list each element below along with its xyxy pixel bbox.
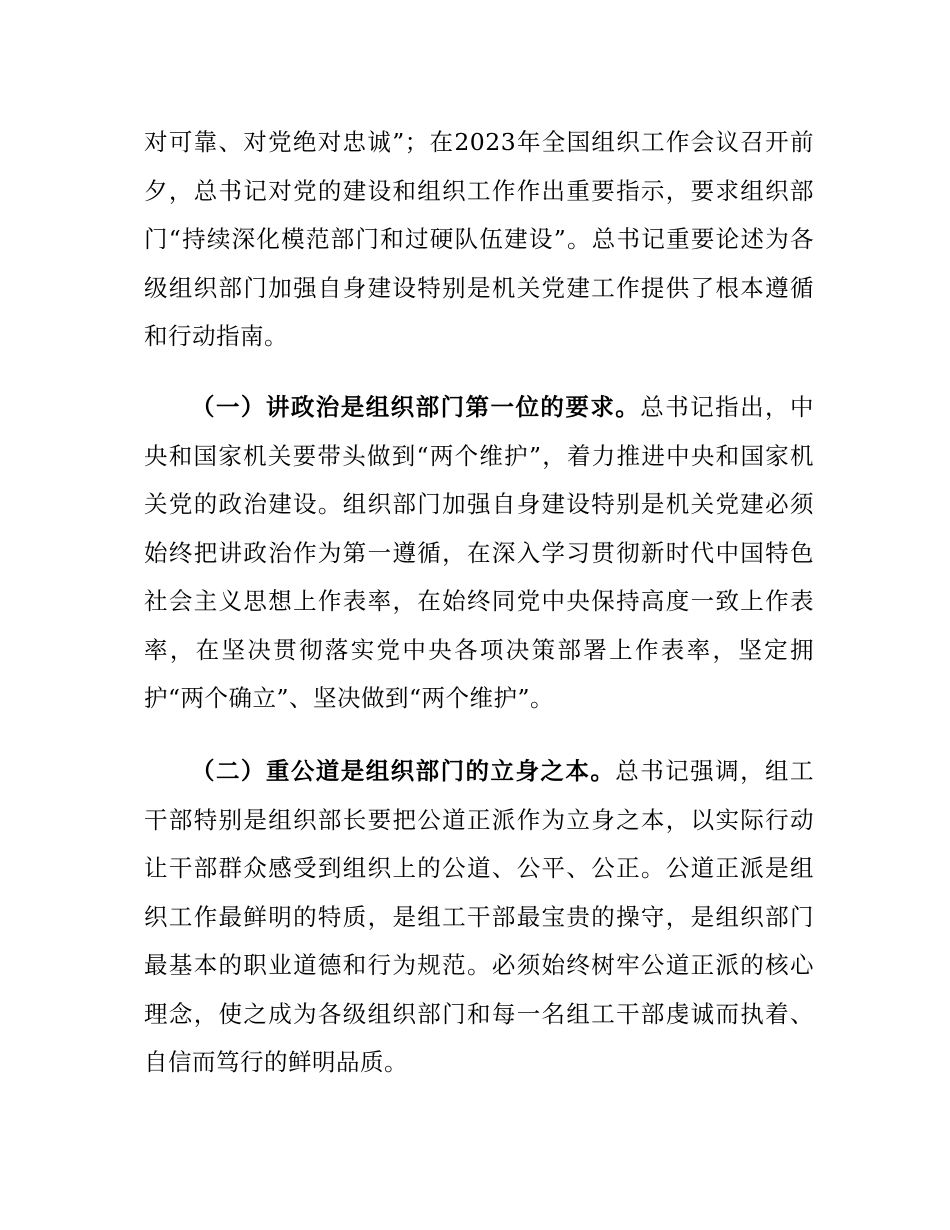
section-politics — [144, 383, 814, 723]
section-fairness-body: 总书记强调，组工干部特别是组织部长要把公道正派作为立身之本，以实际行动让干部群众感受到组织上的公道、公平、公正。公道正派是组织工作最鲜明的特质，是组工干部最宝贵的操守，是组织部门最基本的职业道德和行为规范。必须始终树牢公道正派的核心理念，使之成为各级组织部门和每一名组工干部虔诚而执着、自信而笃行的鲜明品质。 — [144, 757, 815, 1076]
paragraph-intro-text: 对可靠、对党绝对忠诚”；在2023年全国组织工作会议召开前夕，总书记对党的建设和组织工作作出重要指示，要求组织部门“持续深化模范部门和过硬队伍建设”。总书记重要论述为各级组织部门加强自身建设特别是机关党建工作提供了根本遵循和行动指南。 — [144, 128, 814, 350]
section-fairness-heading: （二）重公道是组织部门的立身之本。 — [191, 757, 616, 785]
section-politics-heading: （一）讲政治是组织部门第一位的要求。 — [191, 393, 641, 421]
section-fairness — [144, 747, 814, 1087]
paragraph-intro — [144, 118, 814, 361]
section-politics-body: 总书记指出，中央和国家机关要带头做到“两个维护”，着力推进中央和国家机关党的政治建设。组织部门加强自身建设特别是机关党建必须始终把讲政治作为第一遵循，在深入学习贯彻新时代中国特色社会主义思想上作表率，在始终同党中央保持高度一致上作表率，在坚决贯彻落实党中央各项决策部署上作表率，坚定拥护“两个确立”、坚决做到“两个维护”。 — [144, 393, 814, 712]
